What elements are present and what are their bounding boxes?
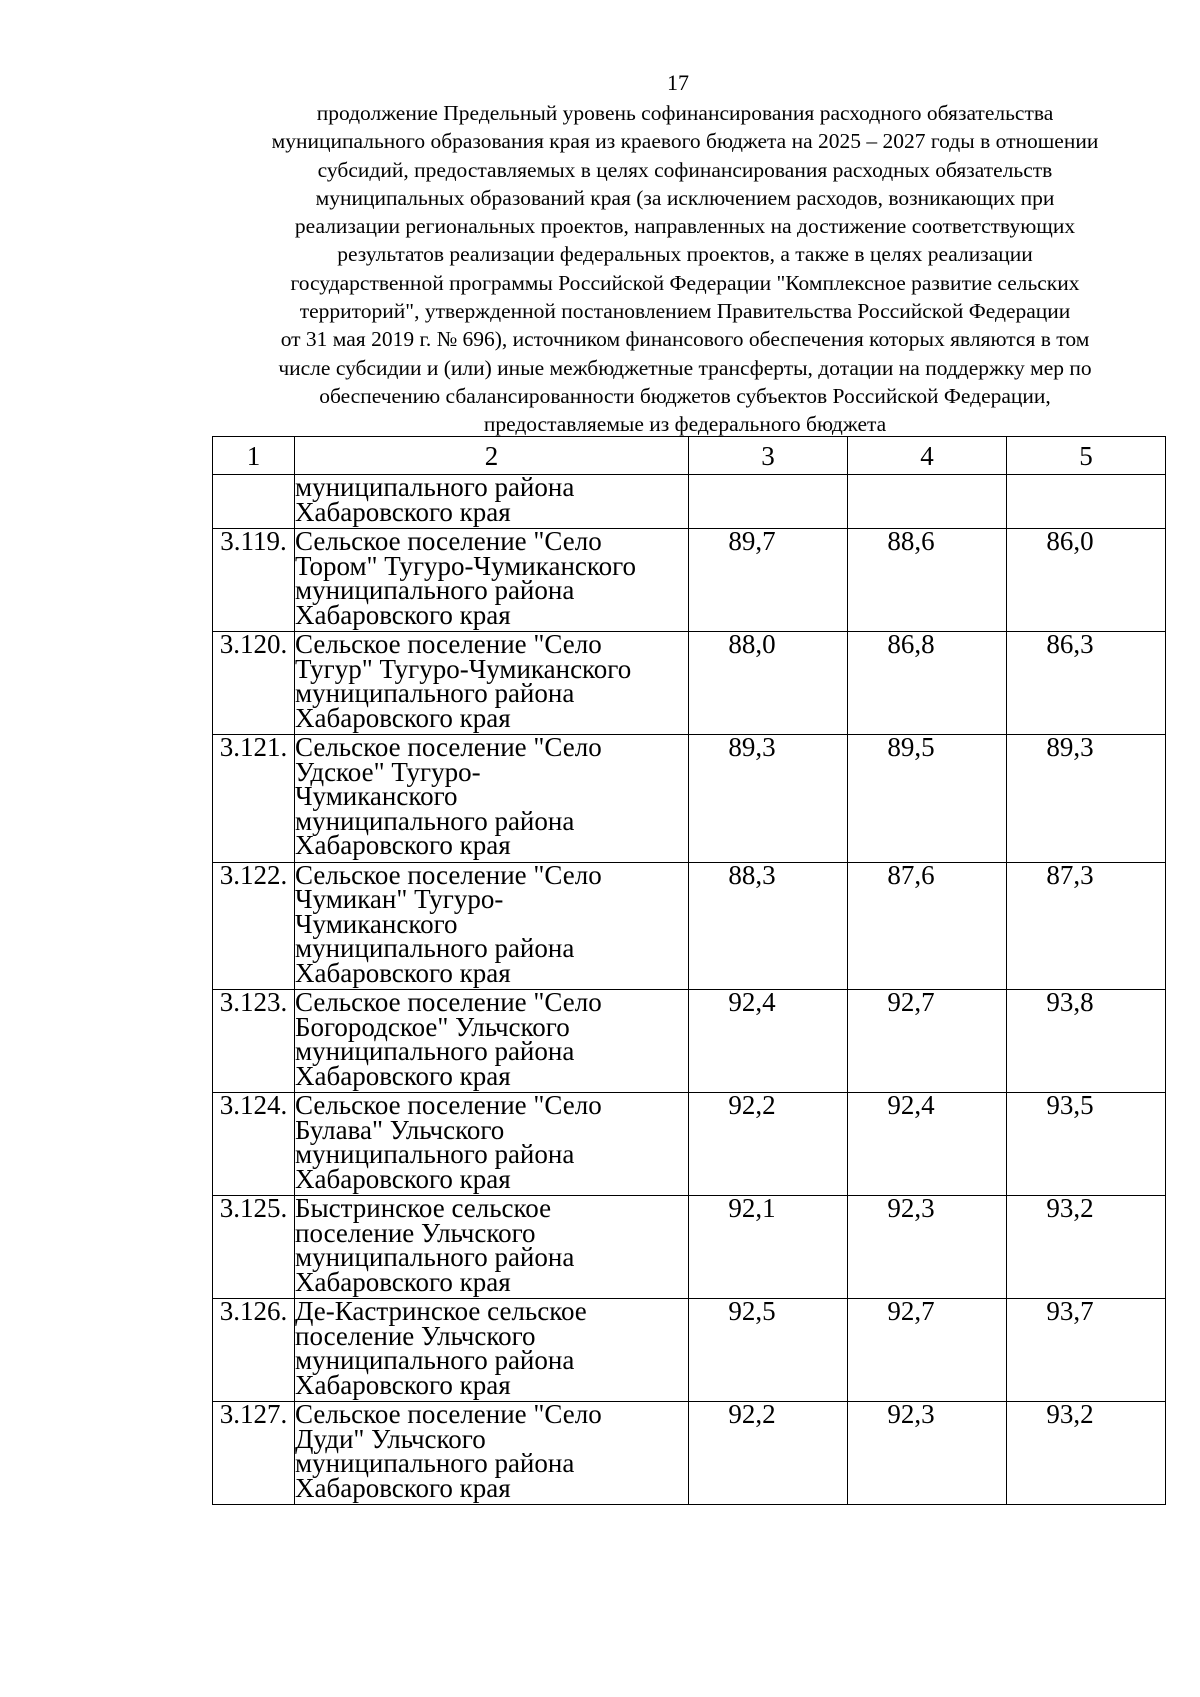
- value-text: 92,2: [728, 1399, 776, 1429]
- value-cell: [689, 475, 848, 529]
- table-row: [213, 1093, 1166, 1196]
- name-line: Удское" Тугуро-: [295, 756, 481, 787]
- value-text: 93,7: [1046, 1296, 1094, 1326]
- heading-line: муниципального образования края из краевого бюджета на 2025 – 2027 годы в отношении: [271, 129, 1099, 154]
- value-cell-v3: [689, 859, 848, 990]
- value-cell-v4: [848, 629, 1007, 735]
- table-row: [213, 1196, 1166, 1299]
- value-cell-v4: [848, 1193, 1007, 1299]
- value-text: 93,2: [1046, 1193, 1094, 1223]
- value-text: 92,7: [887, 1296, 935, 1326]
- name-line: Сельское поселение "Село: [295, 1399, 602, 1429]
- table-row: [213, 529, 1166, 632]
- value-cell-v4: [848, 1399, 1007, 1505]
- name-line: муниципального района: [295, 472, 575, 502]
- value-text: 92,7: [887, 987, 935, 1017]
- name-line: Богородское" Ульчского: [295, 1011, 570, 1042]
- heading-line: от 31 мая 2019 г. № 696), источником финансового обеспечения которых являются в том: [280, 327, 1090, 352]
- value-cell-v4: [848, 987, 1007, 1093]
- value-text: 92,1: [728, 1193, 776, 1223]
- heading-line: числе субсидии и (или) иные межбюджетные трансферты, дотации на поддержку мер по: [278, 355, 1092, 380]
- name-line: Хабаровского края: [295, 830, 511, 860]
- name-line: Булава" Ульчского: [295, 1114, 505, 1145]
- heading-line: реализации региональных проектов, направленных на достижение соответствующих: [294, 214, 1076, 239]
- municipality-name-cell: [295, 987, 689, 1093]
- table-row: [213, 862, 1166, 990]
- name-line: Тугур" Тугуро-Чумиканского: [295, 653, 632, 684]
- value-cell-v3: [689, 1296, 848, 1402]
- name-line: Чумиканского: [295, 781, 458, 811]
- row-number-cell: [213, 475, 295, 529]
- table-heading: [196, 99, 1174, 439]
- name-line: Тором" Тугуро-Чумиканского: [295, 550, 637, 581]
- heading-line: государственной программы Российской Федерации "Комплексное развитие сельских: [290, 270, 1080, 295]
- name-line: муниципального района: [295, 678, 575, 708]
- municipality-name-cell: [295, 1296, 689, 1402]
- value-text: 88,6: [887, 526, 935, 556]
- value-cell-v5: [1007, 526, 1166, 632]
- value-text: 86,3: [1046, 629, 1094, 659]
- value-cell: [848, 475, 1007, 529]
- value-text: 92,4: [728, 987, 776, 1017]
- name-line: Сельское поселение "Село: [295, 1090, 602, 1120]
- subsidy-table: [212, 436, 1166, 1505]
- table-row: [213, 990, 1166, 1093]
- value-cell-v3: [689, 526, 848, 632]
- value-cell-v5: [1007, 1193, 1166, 1299]
- value-text: 92,5: [728, 1296, 776, 1326]
- value-cell-v3: [689, 1090, 848, 1196]
- value-cell: [1007, 475, 1166, 529]
- value-text: 87,3: [1046, 859, 1094, 890]
- value-text: 89,7: [728, 526, 776, 556]
- value-text: 88,0: [728, 629, 776, 659]
- value-cell-v4: [848, 859, 1007, 990]
- value-text: 93,5: [1046, 1090, 1094, 1120]
- value-cell-v4: [848, 1296, 1007, 1402]
- name-line: Хабаровского края: [295, 957, 511, 988]
- table-row: [213, 632, 1166, 735]
- name-line: Хабаровского края: [295, 1163, 511, 1194]
- column-header: 5: [1007, 437, 1166, 475]
- row-number-cell: 3.121.: [213, 735, 295, 863]
- name-line: муниципального района: [295, 1448, 575, 1478]
- value-text: 92,2: [728, 1090, 776, 1120]
- value-cell-v5: [1007, 1399, 1166, 1505]
- municipality-name-cell: [295, 472, 689, 529]
- municipality-name-cell: [295, 1399, 689, 1505]
- name-line: поселение Ульчского: [295, 1320, 536, 1351]
- name-line: Хабаровского края: [295, 1369, 511, 1400]
- column-header: 3: [689, 437, 848, 475]
- municipality-name-cell: [295, 732, 689, 863]
- value-text: 92,3: [887, 1399, 935, 1429]
- row-number-cell: 3.119.: [213, 529, 295, 632]
- value-cell-v4: [848, 526, 1007, 632]
- name-line: муниципального района: [295, 805, 575, 836]
- value-cell-v3: [689, 1399, 848, 1505]
- name-line: муниципального района: [295, 1345, 575, 1375]
- value-text: 88,3: [728, 859, 776, 890]
- municipality-name-cell: [295, 526, 689, 632]
- name-line: Чумиканского: [295, 908, 458, 939]
- value-text: 89,3: [728, 732, 776, 762]
- table-row: [213, 735, 1166, 863]
- value-cell-v5: [1007, 859, 1166, 990]
- name-line: поселение Ульчского: [295, 1217, 536, 1248]
- value-cell-v3: [689, 732, 848, 863]
- value-cell-v5: [1007, 732, 1166, 863]
- value-text: 92,4: [887, 1090, 935, 1120]
- value-text: 86,8: [887, 629, 935, 659]
- value-cell-v4: [848, 732, 1007, 863]
- value-text: 93,8: [1046, 987, 1094, 1017]
- name-line: Чумикан" Тугуро-: [295, 884, 504, 914]
- value-cell-v5: [1007, 1296, 1166, 1402]
- column-header: 1: [213, 437, 295, 475]
- heading-line: обеспечению сбалансированности бюджетов субъектов Российской Федерации,: [319, 383, 1051, 408]
- value-cell-v5: [1007, 629, 1166, 735]
- heading-line: муниципальных образований края (за исключением расходов, возникающих при: [315, 185, 1055, 210]
- value-text: 93,2: [1046, 1399, 1094, 1429]
- name-line: Сельское поселение "Село: [295, 526, 602, 556]
- row-number-cell: 3.123.: [213, 990, 295, 1093]
- column-header: 2: [295, 437, 689, 475]
- table-row: [213, 1402, 1166, 1505]
- value-cell-v5: [1007, 1090, 1166, 1196]
- value-text: 86,0: [1046, 526, 1094, 556]
- name-line: муниципального района: [295, 1139, 575, 1169]
- row-number-cell: 3.127.: [213, 1402, 295, 1505]
- continuation-row: [213, 475, 1166, 529]
- name-line: Хабаровского края: [295, 1060, 511, 1091]
- value-cell-v3: [689, 1193, 848, 1299]
- page-number: 17: [667, 70, 689, 95]
- value-text: 89,3: [1046, 732, 1094, 762]
- name-line: Быстринское сельское: [295, 1193, 552, 1223]
- value-cell-v3: [689, 987, 848, 1093]
- name-line: Хабаровского края: [295, 496, 511, 527]
- name-line: Сельское поселение "Село: [295, 732, 602, 762]
- heading-line: субсидий, предоставляемых в целях софинансирования расходных обязательств: [317, 157, 1053, 182]
- name-line: Де-Кастринское сельское: [295, 1296, 587, 1326]
- row-number-cell: 3.122.: [213, 862, 295, 990]
- name-line: Хабаровского края: [295, 702, 511, 733]
- heading-line: предоставляемые из федерального бюджета: [483, 412, 887, 437]
- name-line: Дуди" Ульчского: [295, 1423, 486, 1454]
- name-line: Сельское поселение "Село: [295, 859, 602, 890]
- municipality-name-cell: [295, 1090, 689, 1196]
- value-text: 87,6: [887, 859, 935, 890]
- table-row: [213, 1299, 1166, 1402]
- municipality-name-cell: [295, 629, 689, 735]
- name-line: муниципального района: [295, 933, 575, 963]
- value-cell-v4: [848, 1090, 1007, 1196]
- municipality-name-cell: [295, 859, 689, 990]
- name-line: Хабаровского края: [295, 1472, 511, 1503]
- name-line: муниципального района: [295, 1242, 575, 1272]
- heading-line: результатов реализации федеральных проектов, а также в целях реализации: [337, 242, 1033, 267]
- value-text: 89,5: [887, 732, 935, 762]
- name-line: Хабаровского края: [295, 1266, 511, 1297]
- heading-line: продолжение Предельный уровень софинансирования расходного обязательства: [316, 101, 1054, 125]
- name-line: Сельское поселение "Село: [295, 987, 602, 1017]
- municipality-name-cell: [295, 1193, 689, 1299]
- table-header-row: [213, 437, 1166, 475]
- name-line: муниципального района: [295, 575, 575, 605]
- value-cell-v5: [1007, 987, 1166, 1093]
- row-number-cell: 3.125.: [213, 1196, 295, 1299]
- heading-line: территорий", утвержденной постановлением Правительства Российской Федерации: [299, 299, 1071, 324]
- name-line: муниципального района: [295, 1036, 575, 1066]
- name-line: Хабаровского края: [295, 599, 511, 630]
- value-text: 92,3: [887, 1193, 935, 1223]
- name-line: Сельское поселение "Село: [295, 629, 602, 659]
- row-number-cell: 3.120.: [213, 632, 295, 735]
- value-cell-v3: [689, 629, 848, 735]
- row-number-cell: 3.126.: [213, 1299, 295, 1402]
- column-header: 4: [848, 437, 1007, 475]
- row-number-cell: 3.124.: [213, 1093, 295, 1196]
